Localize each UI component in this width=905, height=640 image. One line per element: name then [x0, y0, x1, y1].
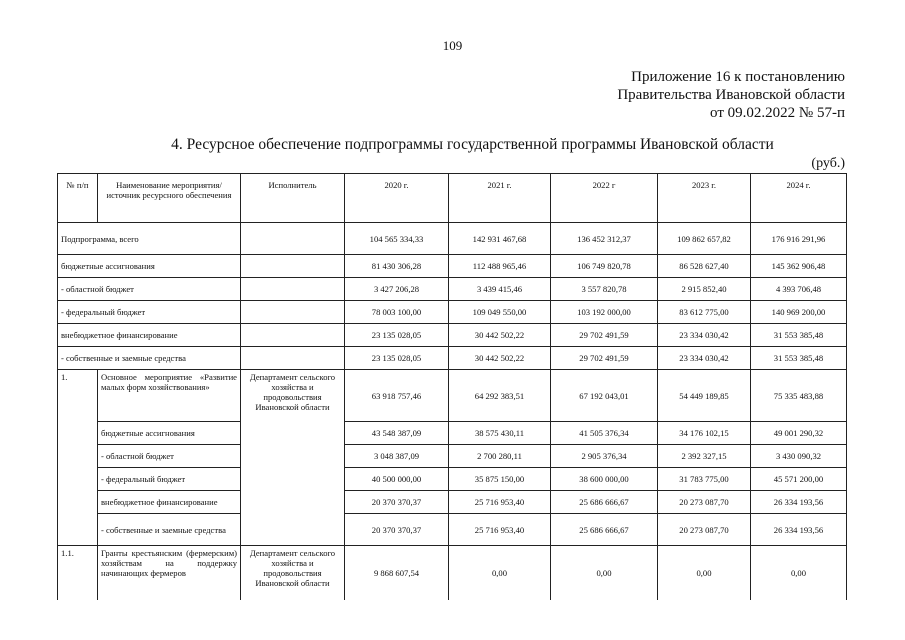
- cell-2020: 3 427 206,28: [345, 278, 449, 301]
- header-2023: 2023 г.: [658, 174, 751, 223]
- cell-2020: 3 048 387,09: [345, 445, 449, 468]
- cell-2020: 40 500 000,00: [345, 468, 449, 491]
- cell-2022: 25 686 666,67: [551, 491, 658, 514]
- currency-units: (руб.): [811, 156, 845, 171]
- cell-2021: 25 716 953,40: [449, 491, 551, 514]
- cell-2023: 54 449 189,85: [658, 370, 751, 422]
- table-row: [58, 370, 847, 422]
- document-title: 4. Ресурсное обеспечение подпрограммы государственной программы Ивановской области: [171, 136, 774, 153]
- cell-2023: 31 783 775,00: [658, 468, 751, 491]
- cell-2022: 41 505 376,34: [551, 422, 658, 445]
- cell-2020: 78 003 100,00: [345, 301, 449, 324]
- header-num: № п/п: [58, 174, 98, 223]
- cell-2022: 25 686 666,67: [551, 514, 658, 546]
- item-name: Гранты крестьянским (фермерским) хозяйствам на поддержку начинающих фермеров: [98, 546, 241, 601]
- cell-2024: 3 430 090,32: [751, 445, 847, 468]
- cell-2020: 23 135 028,05: [345, 324, 449, 347]
- row-name: внебюджетное финансирование: [98, 491, 241, 514]
- cell-2024: 49 001 290,32: [751, 422, 847, 445]
- cell-2023: 34 176 102,15: [658, 422, 751, 445]
- cell-2021: 0,00: [449, 546, 551, 601]
- row-name: - собственные и заемные средства: [98, 514, 241, 546]
- page-number: 109: [442, 38, 463, 53]
- cell-2024: 45 571 200,00: [751, 468, 847, 491]
- cell-2020: 81 430 306,28: [345, 255, 449, 278]
- cell-2022: 106 749 820,78: [551, 255, 658, 278]
- item-executor: Департамент сельского хозяйства и продовольствия Ивановской области: [241, 370, 345, 546]
- table-row: [58, 445, 847, 468]
- cell-2022: 136 452 312,37: [551, 223, 658, 255]
- cell-2021: 30 442 502,22: [449, 324, 551, 347]
- header-2020: 2020 г.: [345, 174, 449, 223]
- appendix-line-1: Приложение 16 к постановлению: [631, 69, 845, 85]
- row-name: - федеральный бюджет: [98, 468, 241, 491]
- row-executor: [241, 301, 345, 324]
- table-row: [58, 278, 847, 301]
- table-row: [58, 546, 847, 601]
- cell-2024: 26 334 193,56: [751, 491, 847, 514]
- cell-2020: 20 370 370,37: [345, 514, 449, 546]
- header-2021: 2021 г.: [449, 174, 551, 223]
- row-executor: [241, 347, 345, 370]
- cell-2020: 20 370 370,37: [345, 491, 449, 514]
- table-row: [58, 422, 847, 445]
- cell-2021: 2 700 280,11: [449, 445, 551, 468]
- item-number: 1.1.: [58, 546, 98, 601]
- cell-2021: 64 292 383,51: [449, 370, 551, 422]
- table-row: [58, 223, 847, 255]
- cell-2020: 9 868 607,54: [345, 546, 449, 601]
- cell-2023: 20 273 087,70: [658, 514, 751, 546]
- cell-2023: 109 862 657,82: [658, 223, 751, 255]
- cell-2022: 3 557 820,78: [551, 278, 658, 301]
- cell-2022: 0,00: [551, 546, 658, 601]
- table-row: [58, 468, 847, 491]
- cell-2022: 29 702 491,59: [551, 347, 658, 370]
- table-row: [58, 347, 847, 370]
- header-executor: Исполнитель: [241, 174, 345, 223]
- cell-2021: 142 931 467,68: [449, 223, 551, 255]
- table-row: [58, 255, 847, 278]
- item-name: Основное мероприятие «Развитие малых форм хозяйствования»: [98, 370, 241, 422]
- cell-2024: 140 969 200,00: [751, 301, 847, 324]
- header-2024: 2024 г.: [751, 174, 847, 223]
- cell-2024: 26 334 193,56: [751, 514, 847, 546]
- cell-2021: 3 439 415,46: [449, 278, 551, 301]
- cell-2023: 86 528 627,40: [658, 255, 751, 278]
- cell-2021: 25 716 953,40: [449, 514, 551, 546]
- row-executor: [241, 223, 345, 255]
- row-name: бюджетные ассигнования: [58, 255, 241, 278]
- row-name: - федеральный бюджет: [58, 301, 241, 324]
- cell-2023: 2 392 327,15: [658, 445, 751, 468]
- cell-2023: 83 612 775,00: [658, 301, 751, 324]
- row-name: внебюджетное финансирование: [58, 324, 241, 347]
- appendix-header: [617, 68, 845, 122]
- appendix-line-3: от 09.02.2022 № 57-п: [710, 105, 845, 121]
- cell-2022: 2 905 376,34: [551, 445, 658, 468]
- cell-2023: 23 334 030,42: [658, 347, 751, 370]
- table-header-row: [58, 174, 847, 223]
- cell-2022: 38 600 000,00: [551, 468, 658, 491]
- table-row: [58, 301, 847, 324]
- cell-2020: 63 918 757,46: [345, 370, 449, 422]
- resource-table: [57, 173, 847, 600]
- header-name: Наименование мероприятия/источник ресурсного обеспечения: [98, 174, 241, 223]
- item-executor: Департамент сельского хозяйства и продовольствия Ивановской области: [241, 546, 345, 601]
- table-row: [58, 491, 847, 514]
- cell-2024: 31 553 385,48: [751, 347, 847, 370]
- table-row: [58, 324, 847, 347]
- cell-2021: 38 575 430,11: [449, 422, 551, 445]
- cell-2020: 104 565 334,33: [345, 223, 449, 255]
- cell-2020: 23 135 028,05: [345, 347, 449, 370]
- cell-2021: 109 049 550,00: [449, 301, 551, 324]
- row-name: - областной бюджет: [58, 278, 241, 301]
- cell-2021: 30 442 502,22: [449, 347, 551, 370]
- cell-2024: 0,00: [751, 546, 847, 601]
- cell-2021: 35 875 150,00: [449, 468, 551, 491]
- cell-2021: 112 488 965,46: [449, 255, 551, 278]
- table-row: [58, 514, 847, 546]
- header-2022: 2022 г: [551, 174, 658, 223]
- cell-2020: 43 548 387,09: [345, 422, 449, 445]
- cell-2023: 23 334 030,42: [658, 324, 751, 347]
- cell-2022: 67 192 043,01: [551, 370, 658, 422]
- row-name: - областной бюджет: [98, 445, 241, 468]
- row-executor: [241, 324, 345, 347]
- row-name: - собственные и заемные средства: [58, 347, 241, 370]
- cell-2024: 75 335 483,88: [751, 370, 847, 422]
- cell-2024: 145 362 906,48: [751, 255, 847, 278]
- row-executor: [241, 255, 345, 278]
- cell-2024: 176 916 291,96: [751, 223, 847, 255]
- row-name: бюджетные ассигнования: [98, 422, 241, 445]
- cell-2024: 4 393 706,48: [751, 278, 847, 301]
- cell-2023: 0,00: [658, 546, 751, 601]
- item-number: 1.: [58, 370, 98, 546]
- row-executor: [241, 278, 345, 301]
- appendix-line-2: Правительства Ивановской области: [617, 87, 845, 103]
- cell-2022: 29 702 491,59: [551, 324, 658, 347]
- cell-2024: 31 553 385,48: [751, 324, 847, 347]
- cell-2023: 2 915 852,40: [658, 278, 751, 301]
- cell-2022: 103 192 000,00: [551, 301, 658, 324]
- cell-2023: 20 273 087,70: [658, 491, 751, 514]
- row-name: Подпрограмма, всего: [58, 223, 241, 255]
